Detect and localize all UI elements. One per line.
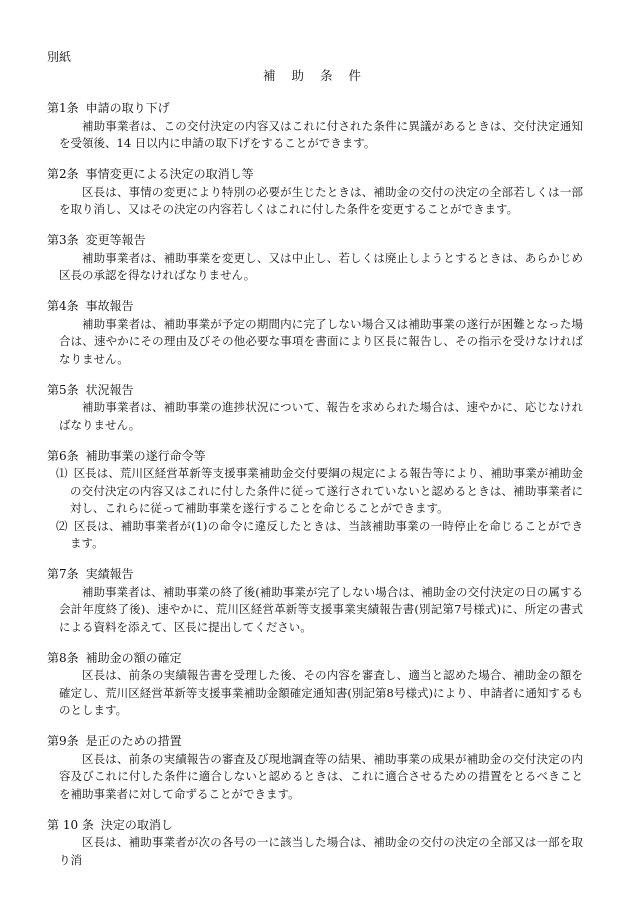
article-10 xyxy=(47,817,583,870)
article-title: 補助金の額の確定 xyxy=(85,650,182,665)
article-title: 実績報告 xyxy=(85,567,134,581)
article-title: 決定の取消し xyxy=(100,817,173,832)
article-number: 第7条 xyxy=(47,567,79,581)
article-9 xyxy=(47,733,583,803)
article-heading xyxy=(47,382,583,400)
article-body: 区長は、事情の変更により特別の必要が生じたときは、補助金の交付の決定の全部若しくは一部を取り消し、又はその決定の内容若しくはこれに付した条件を変更することができます。 xyxy=(59,184,583,216)
article-number: 第3条 xyxy=(47,233,79,247)
article-heading xyxy=(47,650,583,668)
article-title: 事情変更による決定の取消し等 xyxy=(85,167,254,181)
article-number: 第5条 xyxy=(47,382,79,397)
article-heading xyxy=(47,817,583,835)
article-body: 補助事業者は、補助事業を変更し、又は中止し、若しくは廃止しようとするときは、あらかじめ区長の承認を得なければなりません。 xyxy=(59,250,583,282)
article-number: 第8条 xyxy=(47,650,79,665)
item-marker: ⑵ xyxy=(56,518,68,533)
article-heading xyxy=(47,566,583,584)
article-heading xyxy=(47,448,583,466)
article-body: 補助事業者は、この交付決定の内容又はこれに付された条件に異議があるときは、交付決定通知を受領後、14 日以内に申請の取下げをすることができます。 xyxy=(59,118,583,150)
article-title: 変更等報告 xyxy=(85,233,146,247)
article-number: 第4条 xyxy=(47,299,79,313)
article-item xyxy=(47,518,583,553)
article-heading xyxy=(47,733,583,751)
article-heading xyxy=(47,100,583,118)
article-body: 補助事業者は、補助事業の終了後(補助事業が完了しない場合は、補助金の交付決定の日の属する会計年度終了後)、速やかに、荒川区経営革新等支援事業実績報告書(別記第7号様式)に、所定の書式による資料を添えて、区長に提出してください。 xyxy=(59,584,583,634)
article-title: 状況報告 xyxy=(85,382,134,397)
article-title: 補助事業の遂行命令等 xyxy=(85,448,206,463)
article-body: 補助事業者は、補助事業が予定の期間内に完了しない場合又は補助事業の遂行が困難となった場合は、速やかにその理由及びその他必要な事項を書面により区長に報告し、その指示を受けなければなりません。 xyxy=(59,316,583,366)
attachment-label: 別紙 xyxy=(47,50,72,64)
article-2 xyxy=(47,166,583,219)
article-item-list xyxy=(47,465,583,553)
article-3 xyxy=(47,232,583,285)
article-title: 申請の取り下げ xyxy=(85,101,170,115)
article-title: 是正のための措置 xyxy=(85,734,182,748)
article-number: 第2条 xyxy=(47,167,79,181)
article-number: 第6条 xyxy=(47,448,79,463)
article-6 xyxy=(47,448,583,553)
article-heading xyxy=(47,166,583,184)
article-1 xyxy=(47,100,583,153)
article-body: 区長は、前条の実績報告書を受理した後、その内容を審査し、適当と認めた場合、補助金の額を確定し、荒川区経営革新等支援事業補助金額確定通知書(別記第8号様式)により、申請者に通知するものとします。 xyxy=(59,668,583,717)
article-heading xyxy=(47,232,583,250)
item-text: 区長は、荒川区経営革新等支援事業補助金交付要綱の規定による報告等により、補助事業が補助金の交付決定の内容又はこれに付した条件に従って遂行されていないと認めるときは、補助事業者に対し、これらに従って補助事業を遂行することを命じることができます。 xyxy=(70,466,584,515)
article-title: 事故報告 xyxy=(85,299,134,313)
article-heading xyxy=(47,298,583,316)
article-5 xyxy=(47,382,583,435)
article-number: 第9条 xyxy=(47,734,79,748)
article-body: 区長は、前条の実績報告の審査及び現地調査等の結果、補助事業の成果が補助金の交付決定の内容及びこれに付した条件に適合しないと認めるときは、これに適合させるための措置をとるべきことを補助事業者に対して命ずることができます。 xyxy=(59,751,583,801)
article-number: 第 10 条 xyxy=(47,817,94,832)
item-marker: ⑴ xyxy=(56,466,68,480)
document-title: 補 助 条 件 xyxy=(263,68,367,83)
article-list xyxy=(47,100,583,883)
item-text: 区長は、補助事業者が(1)の命令に違反したときは、当該補助事業の一時停止を命じることができます。 xyxy=(70,518,584,550)
article-4 xyxy=(47,298,583,368)
article-number: 第1条 xyxy=(47,101,79,115)
article-item xyxy=(47,465,583,518)
article-body: 区長は、補助事業者が次の各号の一に該当した場合は、補助金の交付の決定の全部又は一部を取り消 xyxy=(59,835,583,867)
article-7 xyxy=(47,566,583,636)
article-8 xyxy=(47,650,583,720)
article-body: 補助事業者は、補助事業の進捗状況について、報告を求められた場合は、速やかに、応じなければなりません。 xyxy=(59,400,583,432)
